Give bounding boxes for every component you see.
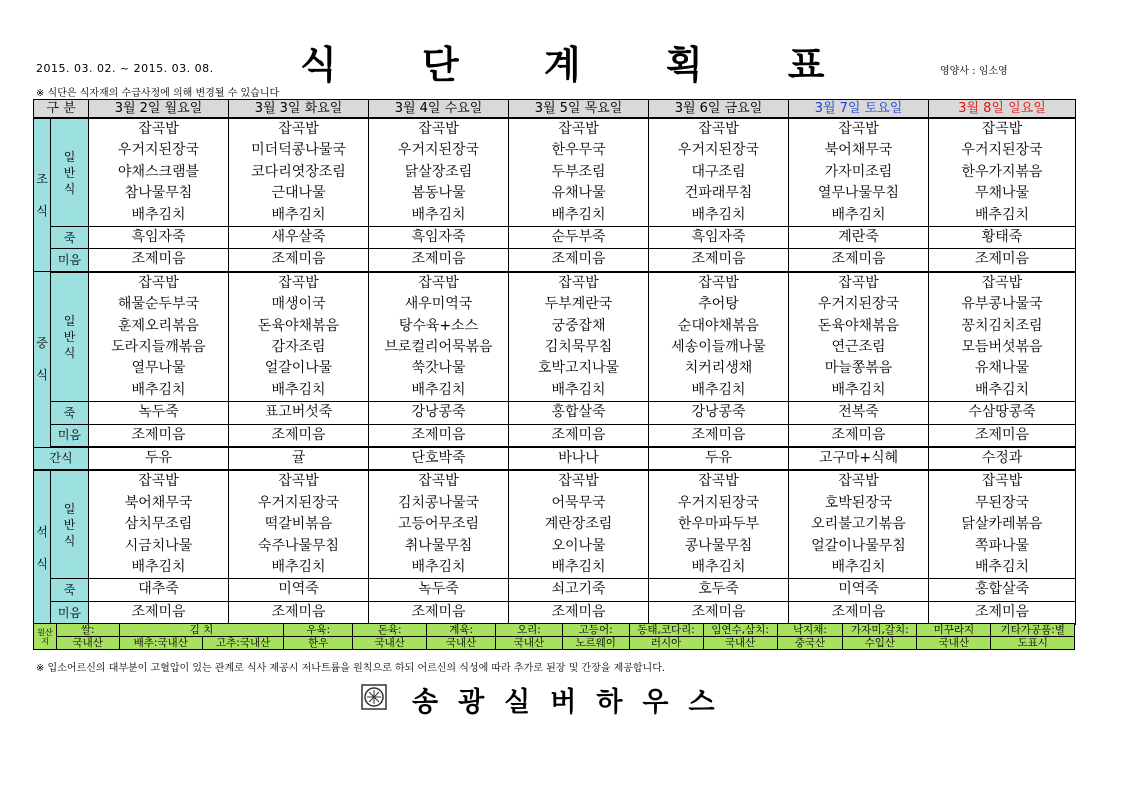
dish: 잡곡밥 (138, 274, 179, 291)
day-header: 3월 3일 화요일 (229, 100, 369, 119)
day-header: 3월 5일 목요일 (509, 100, 649, 119)
porridge-item: 흑임자죽 (649, 227, 789, 249)
dish: 유부콩나물국 (961, 296, 1043, 313)
period: 2015. 03. 02. ~ 2015. 03. 08. (36, 62, 214, 75)
porridge-item: 쇠고기죽 (509, 579, 649, 601)
dish: 우거지된장국 (397, 142, 480, 159)
dish: 잡곡밥 (698, 274, 739, 291)
dish: 배추김치 (551, 558, 606, 575)
origin-rice-top: 쌀: (56, 624, 119, 637)
dish: 근대나물 (271, 185, 326, 202)
origin-label: 원산지 (34, 624, 57, 650)
dish: 얼갈이나물무침 (811, 537, 906, 554)
origin-item-bottom: 국내산 (353, 637, 427, 650)
origin-item-bottom: 노르웨이 (562, 637, 629, 650)
dish: 배추김치 (131, 558, 186, 575)
lunch-label: 중 식 (34, 272, 51, 447)
dish: 김치콩나물국 (397, 494, 480, 511)
menu-cell (789, 118, 929, 227)
porridge-label: 죽 (51, 402, 89, 424)
origin-rice-bottom: 국내산 (56, 637, 119, 650)
rice-drink-label: 미음 (51, 249, 89, 272)
dish: 잡곡밥 (418, 121, 459, 137)
dish: 매생이국 (271, 296, 326, 313)
dish: 잡곡밥 (981, 121, 1023, 137)
page-title: 식 단 계 획 표 (300, 43, 861, 87)
rice-drink-item: 조제미음 (89, 424, 229, 447)
organization-name: 송광실버하우스 (412, 687, 735, 718)
origin-item-top: 가자미,갈치: (843, 624, 917, 637)
rice-drink-item: 조제미음 (509, 249, 649, 272)
menu-cell (89, 118, 229, 227)
dish: 두부조림 (551, 163, 606, 180)
dish: 잡곡밥 (138, 121, 179, 137)
origin-item-top: 고등어: (562, 624, 629, 637)
snack-item: 바나나 (509, 447, 649, 470)
rice-drink-item: 조제미음 (369, 249, 509, 272)
porridge-item: 황태죽 (929, 227, 1076, 249)
porridge-item: 미역죽 (789, 579, 929, 601)
snack-item: 단호박죽 (369, 447, 509, 470)
dish: 잡곡밥 (558, 121, 599, 137)
corner-label: 구 분 (34, 100, 89, 119)
dish: 유채나물 (974, 360, 1030, 377)
menu-cell (229, 272, 369, 402)
dish: 잡곡밥 (838, 473, 879, 490)
porridge-item: 녹두죽 (89, 402, 229, 424)
porridge-item: 계란죽 (789, 227, 929, 249)
dish: 대구조림 (691, 163, 746, 180)
dish: 우거지된장국 (677, 142, 760, 159)
dish: 잡곡밥 (278, 473, 319, 490)
snack-label: 간식 (34, 447, 89, 470)
origin-kimchi-cabbage: 배추:국내산 (119, 637, 202, 650)
dish: 배추김치 (551, 206, 606, 223)
dish: 우거지된장국 (257, 494, 340, 511)
dish: 삼치무조림 (124, 516, 193, 533)
origin-item-top: 임연수,삼치: (703, 624, 777, 637)
rice-drink-item: 조제미음 (89, 249, 229, 272)
dinner-label: 석 식 (34, 470, 51, 624)
dish: 숙주나물무침 (257, 537, 340, 554)
dish: 배추김치 (411, 381, 466, 398)
origin-item-bottom: 국내산 (917, 637, 991, 650)
origin-kimchi-top: 김 치 (119, 624, 284, 637)
dish: 두부계란국 (544, 296, 613, 313)
dish: 배추김치 (411, 558, 466, 575)
snack-item: 두유 (649, 447, 789, 470)
dish: 코다리엿장조림 (251, 163, 346, 180)
dish: 궁중잡채 (551, 317, 606, 334)
dish: 배추김치 (831, 206, 886, 223)
dish: 콩나물무침 (684, 537, 753, 554)
dish: 마늘쫑볶음 (824, 360, 893, 377)
dish: 배추김치 (551, 381, 606, 398)
dish: 세송이들깨나물 (671, 338, 766, 355)
dish: 무채나물 (974, 185, 1030, 202)
origin-kimchi-pepper: 고추:국내산 (202, 637, 283, 650)
porridge-item: 표고버섯죽 (229, 402, 369, 424)
day-header: 3월 8일 일요일 (929, 100, 1076, 119)
menu-cell (929, 118, 1076, 227)
menu-cell (369, 470, 509, 579)
menu-cell (369, 118, 509, 227)
porridge-item: 새우살죽 (229, 227, 369, 249)
dish: 호박된장국 (824, 494, 893, 511)
dish: 배추김치 (691, 558, 746, 575)
dish: 고등어무조림 (397, 516, 480, 533)
snack-item: 두유 (89, 447, 229, 470)
rice-drink-item: 조제미음 (229, 424, 369, 447)
dish: 닭살장조림 (404, 163, 473, 180)
origin-item-bottom: 국내산 (427, 637, 496, 650)
rice-drink-item: 조제미음 (789, 601, 929, 624)
porridge-item: 전복죽 (789, 402, 929, 424)
porridge-item: 수삼땅콩죽 (929, 402, 1076, 424)
rice-drink-item: 조제미음 (369, 601, 509, 624)
rice-drink-item: 조제미음 (649, 601, 789, 624)
dish: 쑥갓나물 (411, 360, 466, 377)
footnote: ※ 입소어르신의 대부분이 고혈압이 있는 관계로 식사 제공시 저나트륨을 원칙으로 하되 어르신의 식성에 따라 추가로 된장 및 간장을 제공합니다. (36, 663, 666, 674)
dish: 참나물무침 (124, 185, 193, 202)
dish: 한우가지볶음 (961, 163, 1043, 180)
rice-drink-label: 미음 (51, 424, 89, 447)
day-header: 3월 7일 토요일 (789, 100, 929, 119)
breakfast-label: 조 식 (34, 118, 51, 272)
origin-item-top: 오리: (496, 624, 563, 637)
origin-item-top: 우육: (284, 624, 353, 637)
general-diet-label: 일 반 식 (51, 272, 89, 402)
origin-item-bottom: 러시아 (629, 637, 703, 650)
origin-item-bottom: 도표시 (991, 637, 1075, 650)
dish: 잡곡밥 (558, 274, 599, 291)
dish: 닭살카레볶음 (961, 516, 1043, 533)
dish: 돈육야채볶음 (257, 317, 340, 334)
menu-cell (649, 272, 789, 402)
rice-drink-item: 조제미음 (89, 601, 229, 624)
dish: 잡곡밥 (838, 121, 879, 137)
dish: 잡곡밥 (558, 473, 599, 490)
porridge-item: 흑임자죽 (369, 227, 509, 249)
dish: 추어탕 (698, 296, 739, 313)
dish: 잡곡밥 (981, 473, 1023, 490)
porridge-item: 강낭콩죽 (649, 402, 789, 424)
porridge-item: 강낭콩죽 (369, 402, 509, 424)
porridge-item: 흑임자죽 (89, 227, 229, 249)
porridge-item: 호두죽 (649, 579, 789, 601)
dish: 배추김치 (131, 206, 186, 223)
dish: 배추김치 (974, 558, 1030, 575)
dish: 잡곡밥 (278, 274, 319, 291)
dish: 모듬버섯볶음 (961, 338, 1043, 355)
dish: 취나물무침 (404, 537, 473, 554)
dish: 배추김치 (691, 381, 746, 398)
menu-cell (369, 272, 509, 402)
origin-item-top: 동태,코다리: (629, 624, 703, 637)
porridge-item: 홍합살죽 (929, 579, 1076, 601)
dish: 배추김치 (691, 206, 746, 223)
porridge-item: 홍합살죽 (509, 402, 649, 424)
dish: 쪽파나물 (974, 537, 1030, 554)
menu-cell (509, 470, 649, 579)
rice-drink-item: 조제미음 (929, 601, 1076, 624)
dish: 배추김치 (271, 558, 326, 575)
origin-item-top: 미꾸라지 (917, 624, 991, 637)
dish: 잡곡밥 (838, 274, 879, 291)
dish: 우거지된장국 (961, 142, 1043, 159)
dish: 봄동나물 (411, 185, 466, 202)
dish: 유채나물 (551, 185, 606, 202)
menu-cell (929, 272, 1076, 402)
porridge-item: 녹두죽 (369, 579, 509, 601)
dish: 우거지된장국 (817, 296, 900, 313)
dish: 탕수육+소스 (398, 317, 479, 334)
dish: 열무나물 (131, 360, 186, 377)
rice-drink-item: 조제미음 (649, 249, 789, 272)
snack-item: 고구마+식혜 (789, 447, 929, 470)
dish: 잡곡밥 (981, 274, 1023, 291)
dish: 배추김치 (831, 381, 886, 398)
dish: 오이나물 (551, 537, 606, 554)
rice-drink-item: 조제미음 (929, 424, 1076, 447)
rice-drink-item: 조제미음 (509, 601, 649, 624)
origin-item-bottom: 중국산 (777, 637, 843, 650)
dish: 무된장국 (974, 494, 1030, 511)
dish: 우거지된장국 (117, 142, 200, 159)
dish: 도라지들깨볶음 (111, 338, 206, 355)
rice-drink-item: 조제미음 (929, 249, 1076, 272)
dish: 가자미조림 (824, 163, 893, 180)
dish: 북어채무국 (124, 494, 193, 511)
day-header: 3월 6일 금요일 (649, 100, 789, 119)
dietitian: 영양사 : 임소영 (940, 66, 1008, 77)
menu-cell (229, 118, 369, 227)
dish: 브로컬리어묵볶음 (384, 338, 493, 355)
menu-cell (89, 272, 229, 402)
dish: 연근조림 (831, 338, 886, 355)
dish: 치커리생채 (684, 360, 753, 377)
rice-drink-item: 조제미음 (229, 249, 369, 272)
dish: 잡곡밥 (698, 473, 739, 490)
menu-cell (789, 470, 929, 579)
menu-cell (509, 272, 649, 402)
dish: 배추김치 (411, 206, 466, 223)
rice-drink-item: 조제미음 (649, 424, 789, 447)
dish: 떡갈비볶음 (264, 516, 333, 533)
menu-cell (649, 470, 789, 579)
dish: 시금치나물 (124, 537, 193, 554)
dish: 배추김치 (974, 381, 1030, 398)
rice-drink-item: 조제미음 (509, 424, 649, 447)
dish: 감자조림 (271, 338, 326, 355)
dish: 오리불고기볶음 (811, 516, 906, 533)
change-notice: ※ 식단은 식자재의 수급사정에 의해 변경될 수 있습니다 (36, 88, 280, 99)
dish: 한우무국 (551, 142, 606, 159)
snack-item: 수정과 (929, 447, 1076, 470)
dish: 순대야채볶음 (677, 317, 760, 334)
dish: 얼갈이나물 (264, 360, 333, 377)
dish: 배추김치 (131, 381, 186, 398)
porridge-label: 죽 (51, 579, 89, 601)
dish: 북어채무국 (824, 142, 893, 159)
origin-item-top: 계육: (427, 624, 496, 637)
rice-drink-item: 조제미음 (789, 249, 929, 272)
menu-cell (649, 118, 789, 227)
menu-cell (509, 118, 649, 227)
dish: 배추김치 (271, 206, 326, 223)
dish: 잡곡밥 (418, 274, 459, 291)
dish: 잡곡밥 (278, 121, 319, 137)
origin-item-bottom: 수입산 (843, 637, 917, 650)
day-header: 3월 4일 수요일 (369, 100, 509, 119)
general-diet-label: 일 반 식 (51, 118, 89, 227)
porridge-item: 대추죽 (89, 579, 229, 601)
dish: 야채스크램블 (117, 163, 200, 180)
porridge-item: 순두부죽 (509, 227, 649, 249)
dish: 한우마파두부 (677, 516, 760, 533)
origin-item-bottom: 국내산 (496, 637, 563, 650)
origin-table (33, 623, 1075, 650)
dish: 어묵무국 (551, 494, 606, 511)
dish: 우거지된장국 (677, 494, 760, 511)
dish: 꽁치김치조림 (961, 317, 1043, 334)
origin-item-bottom: 국내산 (703, 637, 777, 650)
dish: 김치묵무침 (544, 338, 613, 355)
dish: 건파래무침 (684, 185, 753, 202)
origin-item-bottom: 한우 (284, 637, 353, 650)
rice-drink-item: 조제미음 (369, 424, 509, 447)
general-diet-label: 일 반 식 (51, 470, 89, 579)
menu-cell (789, 272, 929, 402)
dish: 호박고지나물 (537, 360, 620, 377)
rice-drink-label: 미음 (51, 601, 89, 624)
origin-item-top: 기타가공품:별 (991, 624, 1075, 637)
rice-drink-item: 조제미음 (229, 601, 369, 624)
porridge-label: 죽 (51, 227, 89, 249)
dish: 미더덕콩나물국 (251, 142, 346, 159)
snack-item: 귤 (229, 447, 369, 470)
dish: 계란장조림 (544, 516, 613, 533)
dish: 열무나물무침 (817, 185, 900, 202)
dish: 잡곡밥 (698, 121, 739, 137)
porridge-item: 미역죽 (229, 579, 369, 601)
dish: 배추김치 (271, 381, 326, 398)
rice-drink-item: 조제미음 (789, 424, 929, 447)
origin-item-top: 돈육: (353, 624, 427, 637)
dish: 새우미역국 (404, 296, 473, 313)
dish: 훈제오리볶음 (117, 317, 200, 334)
logo-icon (361, 684, 387, 710)
menu-table (33, 99, 1076, 625)
menu-cell (89, 470, 229, 579)
dish: 잡곡밥 (418, 473, 459, 490)
day-header: 3월 2일 월요일 (89, 100, 229, 119)
dish: 돈육야채볶음 (817, 317, 900, 334)
menu-cell (929, 470, 1076, 579)
dish: 배추김치 (831, 558, 886, 575)
dish: 잡곡밥 (138, 473, 179, 490)
dish: 배추김치 (974, 206, 1030, 223)
origin-item-top: 낙지채: (777, 624, 843, 637)
dish: 해물순두부국 (117, 296, 200, 313)
menu-cell (229, 470, 369, 579)
